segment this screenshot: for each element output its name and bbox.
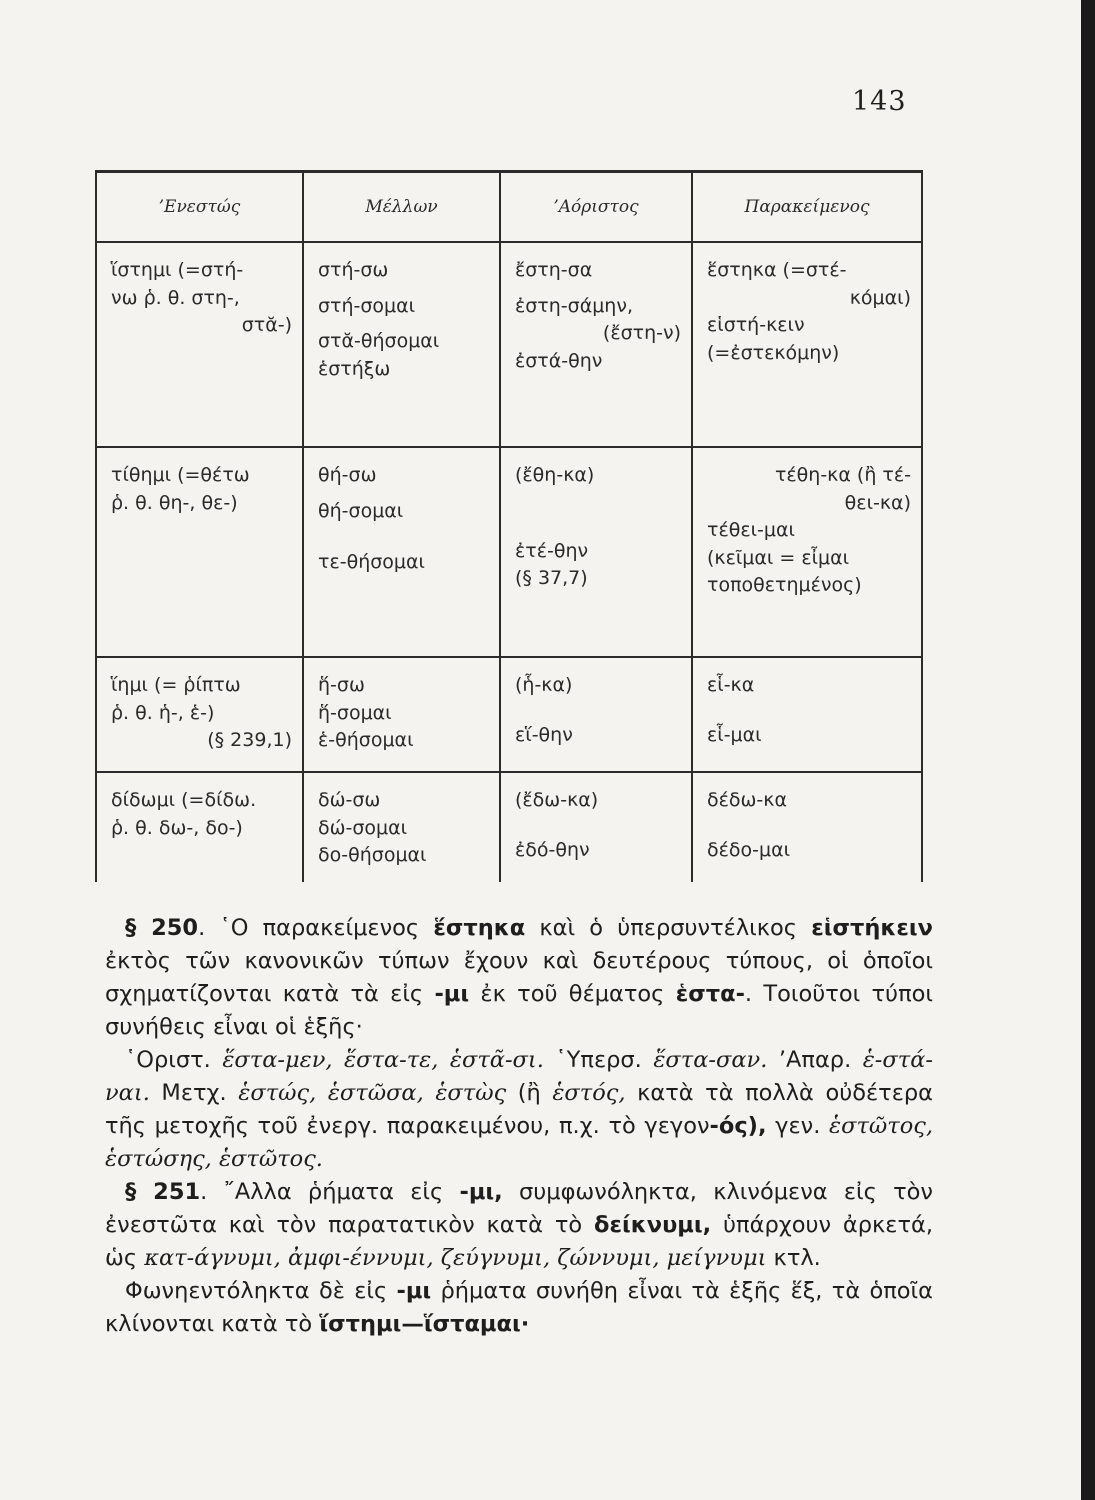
text-run: (ἢ — [506, 1080, 553, 1106]
italic-form: ἑστώς, ἑστῶσα, ἑστὼς — [238, 1080, 507, 1106]
cell-present — [96, 657, 303, 772]
cell-line: ῥ. θ. δω-, δο-) — [111, 816, 243, 839]
cell-line: ἑστήξω — [318, 357, 391, 380]
cell-line: δώ-σομαι — [318, 816, 408, 839]
bold-term: ἑστα- — [675, 981, 745, 1007]
bold-term: -μι, — [459, 1179, 503, 1205]
cell-line: θή-σομαι — [318, 499, 404, 522]
cell-line: ἔστη-σα — [515, 259, 593, 281]
cell-line: ἐτέ-θην — [515, 539, 589, 562]
cell-future — [303, 772, 500, 882]
bold-term: εἱστήκειν — [811, 915, 933, 941]
italic-form: ἑστῶτος, ἑστώσης, ἑστῶτος. — [105, 1113, 933, 1172]
cell-perfect — [692, 772, 922, 882]
cell-line: (=ἐστεκόμην) — [707, 341, 840, 364]
header-future: Μέλλων — [303, 172, 500, 243]
cell-line: ἑ-θήσομαι — [318, 729, 414, 752]
mi-verbs-table — [95, 170, 923, 882]
cell-line: τέθη-κα (ἢ τέ- — [774, 464, 911, 486]
cell-line: δώ-σω — [318, 789, 381, 811]
text-run: ἐκ τοῦ θέματος — [469, 981, 676, 1007]
cell-line: (§ 37,7) — [515, 567, 588, 590]
cell-line: κόμαι) — [849, 286, 911, 309]
cell-line: τίθημι (=θέτω — [111, 464, 250, 486]
cell-line: θει-κα) — [844, 491, 911, 514]
italic-form: κατ-άγνυμι, ἀμφι-έννυμι, ζεύγνυμι, ζώννυμι, μείγνυμι — [144, 1245, 767, 1271]
cell-line: δίδωμι (=δίδω. — [111, 789, 257, 811]
text-run: ἐκτὸς τῶν κανονικῶν τύπων ἔχουν καὶ δευτέρους τύπους, οἱ ὁποῖοι σχηματίζονται κατὰ τὰ εἰς — [105, 948, 933, 1007]
italic-form: ἑστός, — [552, 1080, 626, 1106]
cell-line: εἷ-κα — [707, 674, 755, 696]
cell-perfect — [692, 657, 922, 772]
cell-present — [96, 242, 303, 447]
table-row — [96, 242, 922, 447]
text-run: ῾Οριστ. — [125, 1047, 223, 1073]
text-run: Φωνηεντόληκτα δὲ εἰς — [125, 1278, 397, 1304]
cell-line: (§ 239,1) — [207, 729, 292, 752]
bold-term: ἕστηκα — [433, 915, 526, 941]
cell-aorist — [500, 772, 692, 882]
cell-line: τέθει-μαι — [707, 519, 795, 542]
cell-line: (ἔδω-κα) — [515, 789, 599, 811]
cell-present — [96, 772, 303, 882]
page-edge-strip — [1081, 0, 1095, 1500]
cell-future — [303, 447, 500, 657]
cell-line: ἐστη-σάμην, — [515, 294, 633, 317]
text-run: ’Απαρ. — [767, 1047, 863, 1073]
cell-line: (ἔστη-ν) — [602, 322, 681, 345]
bold-term: -μι — [434, 981, 470, 1007]
text-run: συμφωνόληκτα, κλινόμενα εἰς τὸν ἐνεστῶτα καὶ τὸν παρατατικὸν κατὰ τὸ — [105, 1179, 933, 1238]
section-number: § 251 — [125, 1179, 201, 1205]
cell-perfect — [692, 242, 922, 447]
paragraph-forms — [105, 1044, 933, 1176]
cell-line: δέδο-μαι — [707, 838, 791, 861]
cell-future — [303, 242, 500, 447]
section-number: § 250 — [125, 915, 199, 941]
cell-line: (ἧ-κα) — [515, 674, 573, 696]
text-run: ῾Υπερσ. — [543, 1047, 654, 1073]
text-run: Μετχ. — [149, 1080, 239, 1106]
cell-line: (ἔθη-κα) — [515, 464, 595, 486]
body-text — [105, 912, 933, 1341]
cell-aorist — [500, 447, 692, 657]
cell-line: θή-σω — [318, 464, 377, 486]
bold-term: -μι — [396, 1278, 432, 1304]
cell-line: ἥ-σω — [318, 674, 365, 696]
table-row — [96, 772, 922, 882]
cell-future — [303, 657, 500, 772]
text-run: . ῾Ο παρακείμενος — [198, 915, 434, 941]
cell-line: ἥ-σομαι — [318, 701, 392, 724]
header-present: ’Ενεστώς — [96, 172, 303, 243]
text-run: ὑπάρχουν ἀρκετά, ὡς — [105, 1212, 933, 1271]
text-run: γεν. — [766, 1113, 830, 1139]
text-run: καὶ ὁ ὑπερσυντέλικος — [525, 915, 812, 941]
text-run: κτλ. — [766, 1245, 821, 1271]
cell-present — [96, 447, 303, 657]
text-run: . ῎Αλλα ῥήματα εἰς — [200, 1179, 460, 1205]
text-run: . Τοιοῦτοι τύποι συνήθεις εἶναι οἱ ἑξῆς· — [105, 981, 933, 1040]
cell-line: τοποθετημένος) — [707, 574, 862, 597]
cell-aorist — [500, 242, 692, 447]
cell-line: (κεῖμαι = εἶμαι — [707, 546, 850, 569]
cell-perfect — [692, 447, 922, 657]
header-perfect: Παρακείμενος — [692, 172, 922, 243]
cell-line: στᾰ-θήσομαι — [318, 330, 440, 353]
cell-line: στή-σω — [318, 259, 389, 281]
cell-line: ἵστημι (=στή- — [111, 259, 244, 281]
cell-line: τε-θήσομαι — [318, 551, 425, 574]
header-aorist: ’Αόριστος — [500, 172, 692, 243]
table-row — [96, 447, 922, 657]
paragraph-250 — [105, 912, 933, 1044]
paragraph-251 — [105, 1176, 933, 1275]
cell-line: δέδω-κα — [707, 789, 788, 811]
cell-line: ἐδό-θην — [515, 838, 590, 861]
italic-form: ἕστα-σαν. — [653, 1047, 768, 1073]
table-header-row — [96, 172, 922, 243]
text-run: ῥήματα συνήθη εἶναι τὰ ἑξῆς ἕξ, τὰ ὁποῖα κλίνονται κατὰ τὸ — [105, 1278, 933, 1337]
cell-line: νω ῥ. θ. στη-, — [111, 286, 240, 309]
cell-line: στή-σομαι — [318, 294, 416, 317]
paragraph-vowel-stems — [105, 1275, 933, 1341]
cell-line: ῥ. θ. θη-, θε-) — [111, 491, 238, 514]
bold-term: -ός), — [709, 1113, 767, 1139]
text-run: κατὰ τὰ πολλὰ οὐδέτερα τῆς μετοχῆς τοῦ ἐνεργ. παρακειμένου, π.χ. τὸ γεγον — [105, 1080, 933, 1139]
cell-line: ἐστά-θην — [515, 349, 603, 372]
page-number: 143 — [852, 86, 907, 117]
cell-aorist — [500, 657, 692, 772]
cell-line: δο-θήσομαι — [318, 844, 427, 867]
cell-line: ἕστηκα (=στέ- — [707, 259, 847, 281]
cell-line: εἷ-μαι — [707, 723, 762, 746]
cell-line: ῥ. θ. ἡ-, ἑ-) — [111, 701, 215, 724]
italic-form: ἕστα-μεν, ἕστα-τε, ἑστᾶ-σι. — [222, 1047, 544, 1073]
italic-form: ἑ-στά-ναι. — [105, 1047, 934, 1106]
table-row — [96, 657, 922, 772]
cell-line: εἱστή-κειν — [707, 314, 805, 337]
cell-line: ἵημι (= ῥίπτω — [111, 674, 241, 696]
cell-line: εἵ-θην — [515, 723, 573, 746]
bold-term: ἵστημι—ἵσταμαι· — [319, 1311, 530, 1337]
cell-line: στᾰ-) — [241, 314, 292, 337]
bold-term: δείκνυμι, — [594, 1212, 712, 1238]
